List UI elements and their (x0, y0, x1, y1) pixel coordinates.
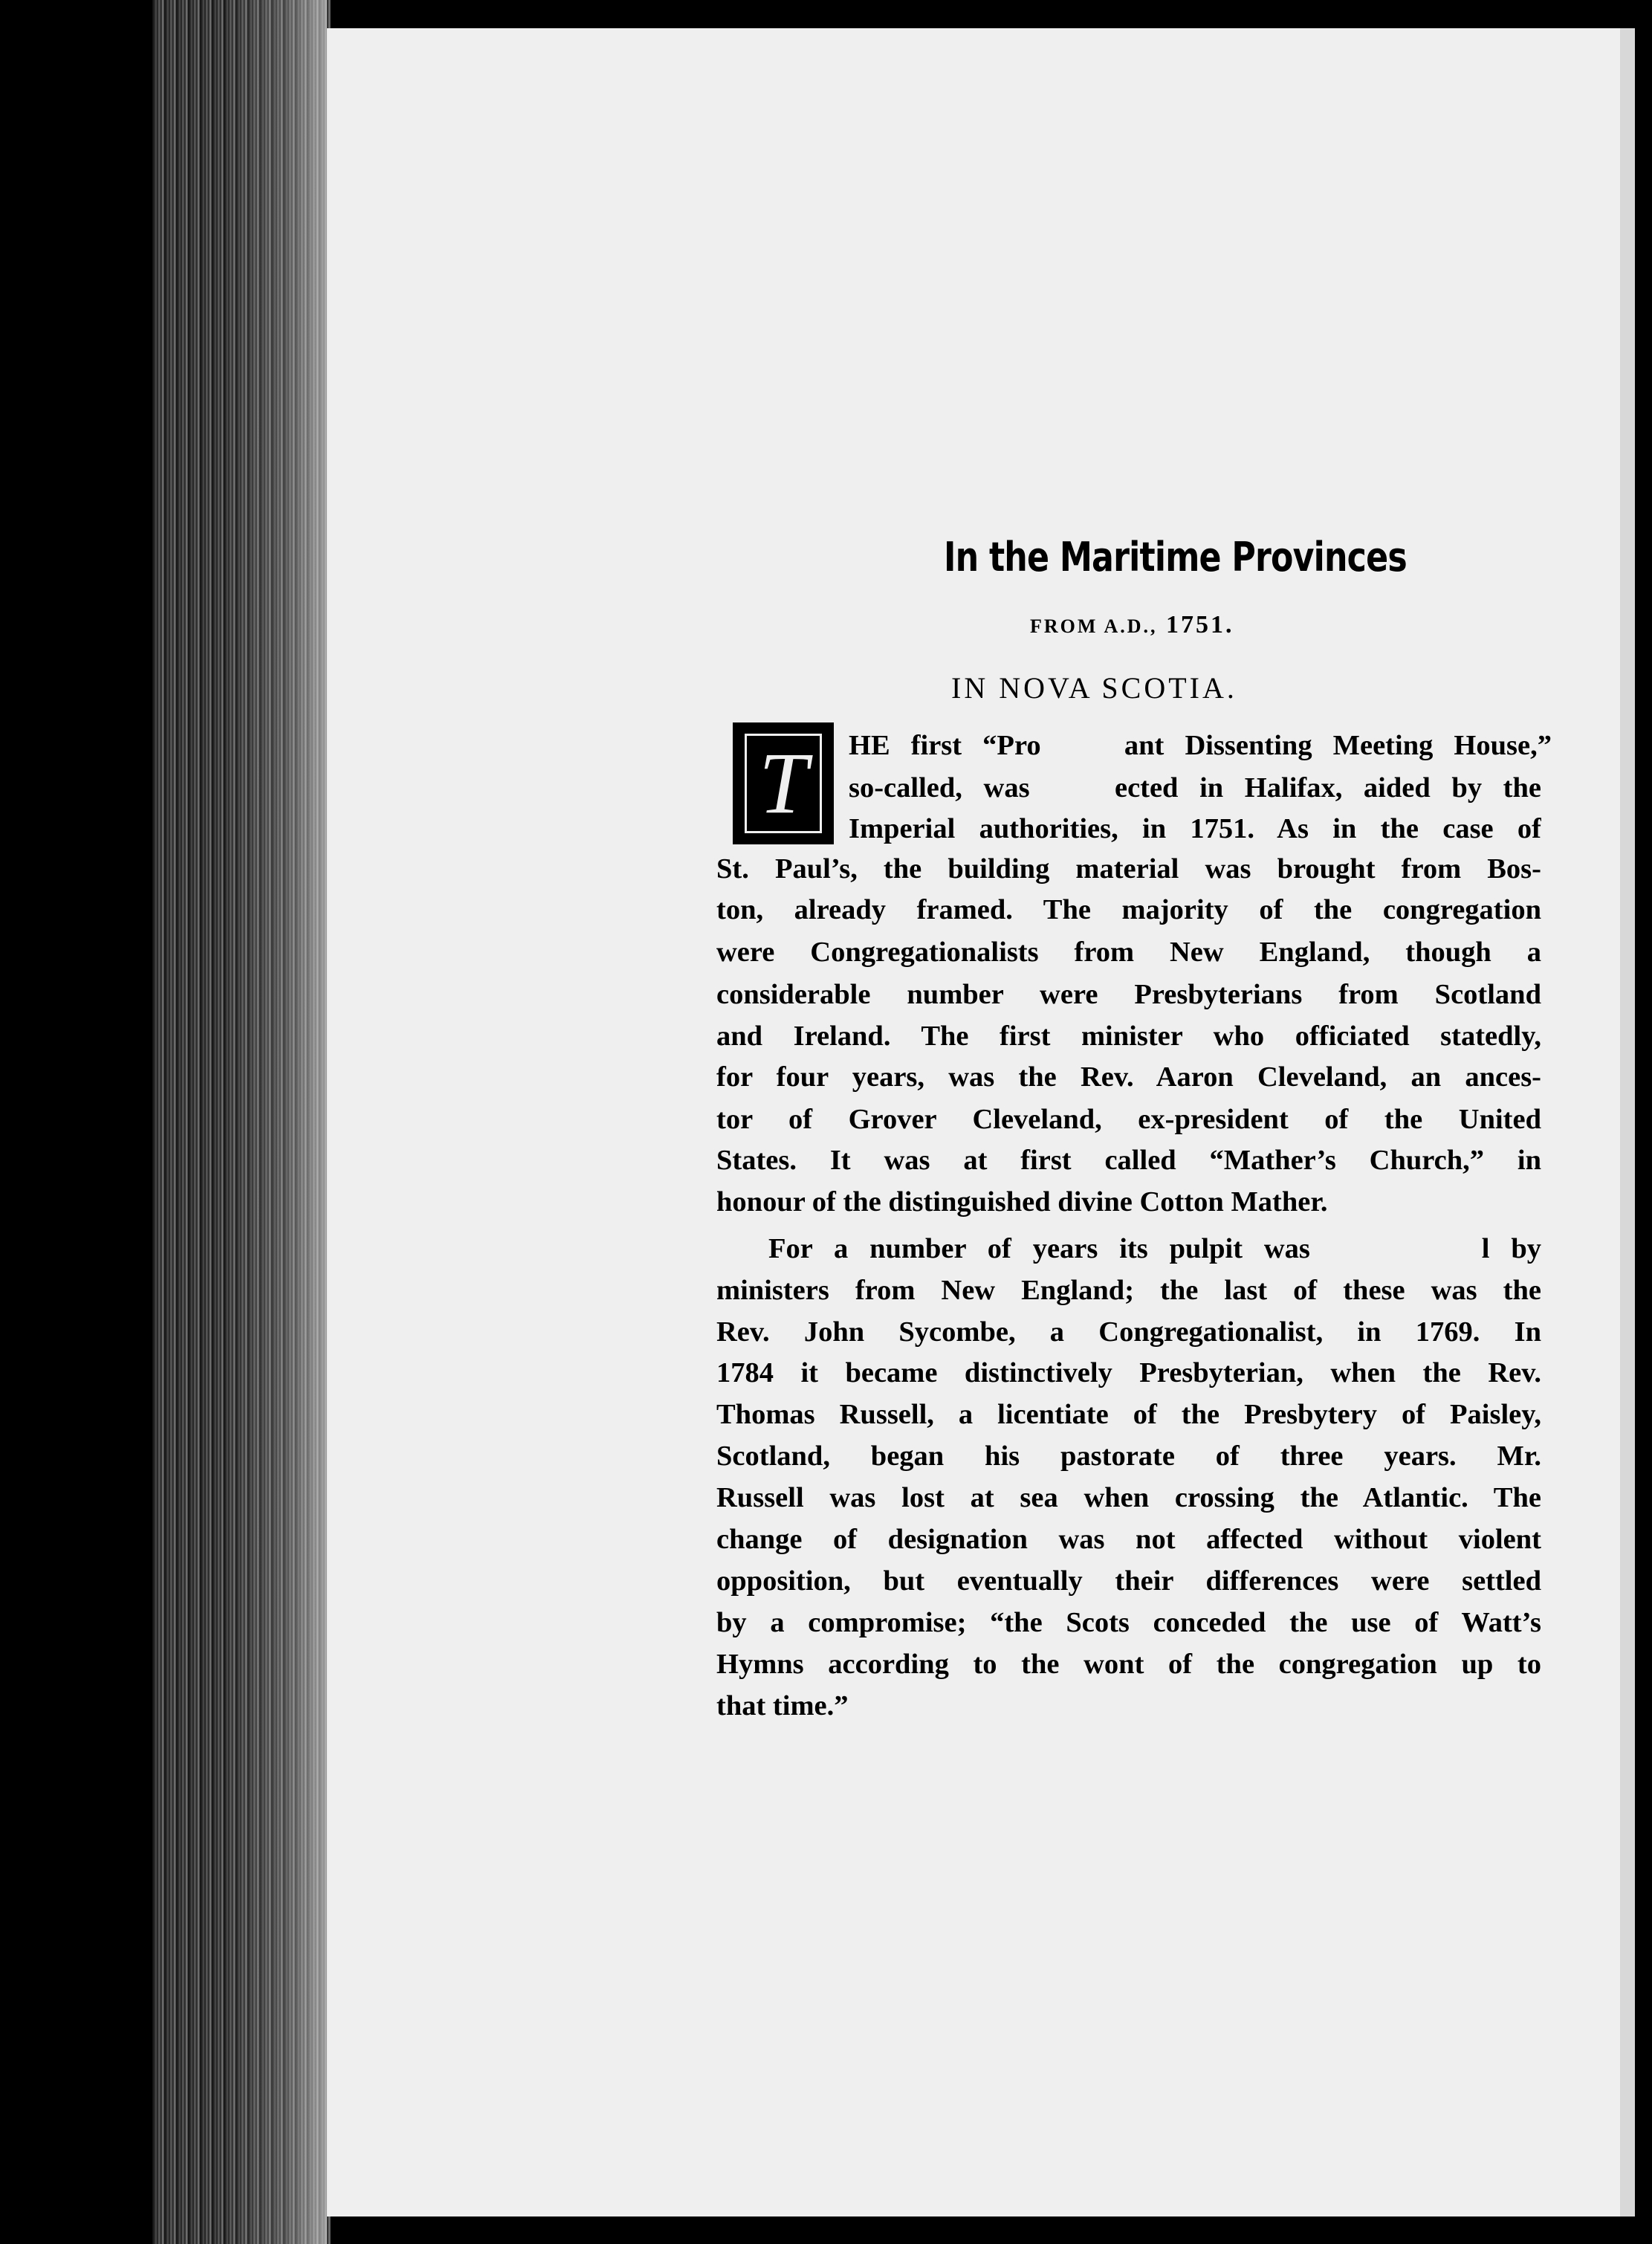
paragraph-1-line: tor of Grover Cleveland, ex-president of the United (716, 1105, 1541, 1134)
paragraph-1-line: considerable number were Presbyterians from Scotland (716, 980, 1541, 1009)
paragraph-2-line: by a compromise; “the Scots conceded the use of Watt’s (716, 1608, 1541, 1637)
date-year: 1751. (1166, 611, 1234, 638)
paragraph-1-line: St. Paul’s, the building material was brought from Bos- (716, 855, 1541, 884)
paragraph-2-line: 1784 it became distinctively Presbyterian, when the Rev. (716, 1359, 1541, 1388)
paragraph-1-line: and Ireland. The first minister who officiated statedly, (716, 1022, 1541, 1051)
page-right-edge (1620, 28, 1635, 2216)
drop-cap (733, 722, 834, 844)
paragraph-1-line: ton, already framed. The majority of the congregation (716, 896, 1541, 925)
chapter-heading: In the Maritime Provinces (944, 534, 1407, 581)
paragraph-1-line: States. It was at first called “Mather’s Church,” in (716, 1146, 1541, 1175)
date-prefix: FROM A.D., (1030, 615, 1158, 637)
paragraph-1-line: were Congregationalists from New England, though a (716, 938, 1541, 967)
paragraph-1-line: honour of the distinguished divine Cotton Mather. (716, 1186, 1328, 1218)
drop-cap-letter: T (745, 734, 822, 833)
paragraph-2-line: Thomas Russell, a licentiate of the Presbytery of Paisley, (716, 1400, 1541, 1429)
paragraph-1-line: HE first “Pro ant Dissenting Meeting House,” (849, 731, 1552, 760)
paragraph-2-line: opposition, but eventually their differences were settled (716, 1567, 1541, 1596)
section-title: IN NOVA SCOTIA. (951, 671, 1237, 705)
page-edge-shading (223, 0, 327, 2244)
date-subheading (1030, 611, 1234, 639)
paragraph-2-line: Russell was lost at sea when crossing the Atlantic. The (716, 1484, 1541, 1513)
paragraph-2-line: change of designation was not affected without violent (716, 1525, 1541, 1554)
paragraph-2-line: Rev. John Sycombe, a Congregationalist, in 1769. In (716, 1318, 1541, 1347)
paragraph-1-line: for four years, was the Rev. Aaron Cleveland, an ances- (716, 1063, 1541, 1092)
paragraph-1-line: so-called, was ected in Halifax, aided by the (849, 774, 1541, 803)
paragraph-2-line: ministers from New England; the last of these was the (716, 1276, 1541, 1305)
paragraph-2-line: Hymns according to the wont of the congregation up to (716, 1650, 1541, 1679)
paragraph-2-line: that time.” (716, 1690, 849, 1721)
paragraph-1-line: Imperial authorities, in 1751. As in the case of (849, 815, 1541, 844)
paragraph-2-line: For a number of years its pulpit was l by (768, 1235, 1541, 1264)
paragraph-2-line: Scotland, began his pastorate of three years. Mr. (716, 1442, 1541, 1471)
